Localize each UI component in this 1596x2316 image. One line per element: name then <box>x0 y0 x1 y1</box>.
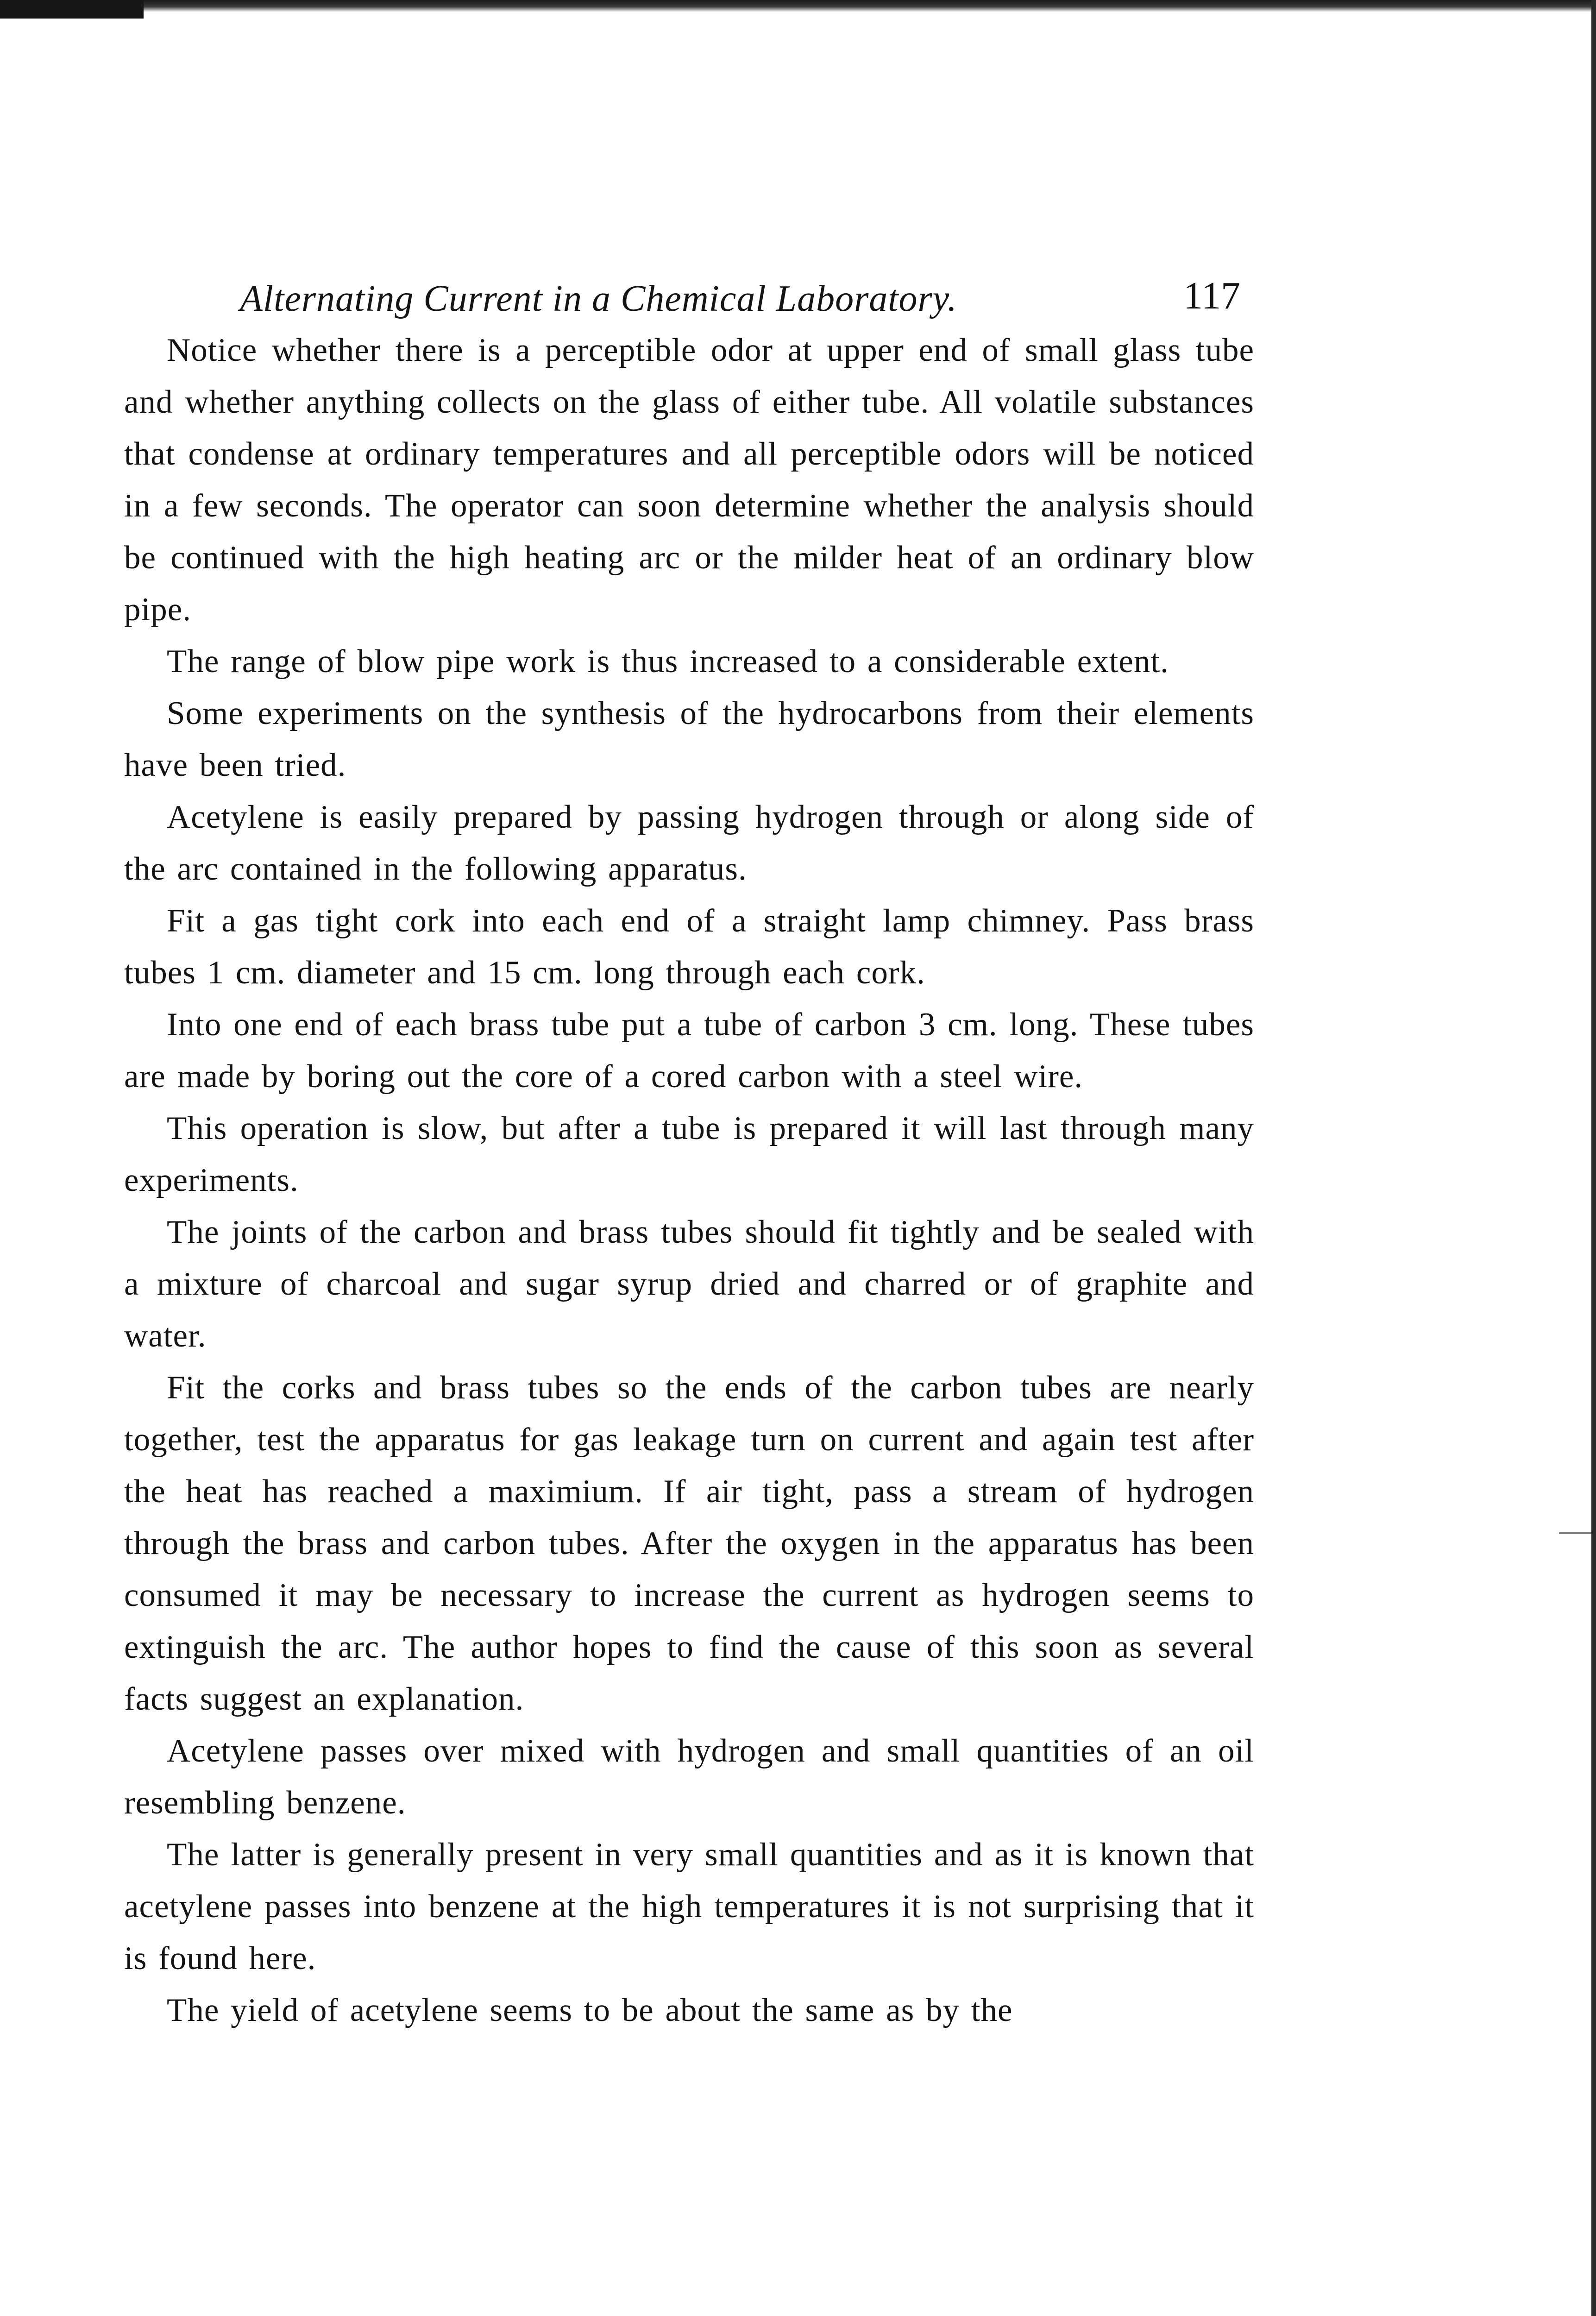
paragraph: The joints of the carbon and brass tubes should fit tightly and be sealed with a mixture of charcoal and sugar syrup dried and charred or of graphite and water. <box>124 1214 1254 1354</box>
paragraph: The latter is generally present in very small quantities and as it is known that acetylene passes into benzene at the high temperatures it is not surprising that it is found here. <box>124 1837 1254 1976</box>
paragraph: The range of blow pipe work is thus increased to a considerable extent. <box>167 643 1169 680</box>
running-title: Alternating Current in a Chemical Laboratory. <box>240 278 957 319</box>
scan-border-top <box>0 0 1596 12</box>
scan-margin-mark <box>1559 1532 1591 1534</box>
paragraph: Some experiments on the synthesis of the hydrocarbons from their elements have been tried. <box>124 695 1254 783</box>
book-page <box>124 269 1254 2036</box>
running-head <box>124 269 1254 324</box>
paragraph: Fit a gas tight cork into each end of a straight lamp chimney. Pass brass tubes 1 cm. diameter and 15 cm. long through each cork. <box>124 903 1254 991</box>
body-text <box>124 324 1254 2036</box>
page-number: 117 <box>1183 274 1240 317</box>
paragraph: The yield of acetylene seems to be about the same as by the <box>167 1992 1013 2028</box>
paragraph: This operation is slow, but after a tube is prepared it will last through many experiments. <box>124 1110 1254 1198</box>
paragraph: Notice whether there is a perceptible odor at upper end of small glass tube and whether anything collects on the glass of either tube. All volatile substances that condense at ordinary temperatures and all perceptible odors will be noticed in a few seconds. The operator can soon determine whether the analysis should be continued with the high heating arc or the milder heat of an ordinary blow pipe. <box>124 332 1254 628</box>
paragraph: Acetylene passes over mixed with hydrogen and small quantities of an oil resembling benzene. <box>124 1733 1254 1821</box>
paragraph: Into one end of each brass tube put a tube of carbon 3 cm. long. These tubes are made by boring out the core of a cored carbon with a steel wire. <box>124 1007 1254 1095</box>
scan-border-right <box>1591 0 1596 2316</box>
paragraph: Fit the corks and brass tubes so the ends of the carbon tubes are nearly together, test the apparatus for gas leakage turn on current and again test after the heat has reached a maximium. If air tight, pass a stream of hydrogen through the brass and carbon tubes. After the oxygen in the apparatus has been consumed it may be necessary to increase the current as hydrogen seems to extinguish the arc. The author hopes to find the cause of this soon as several facts suggest an explanation. <box>124 1370 1254 1717</box>
paragraph: Acetylene is easily prepared by passing hydrogen through or along side of the arc contained in the following apparatus. <box>124 799 1254 887</box>
